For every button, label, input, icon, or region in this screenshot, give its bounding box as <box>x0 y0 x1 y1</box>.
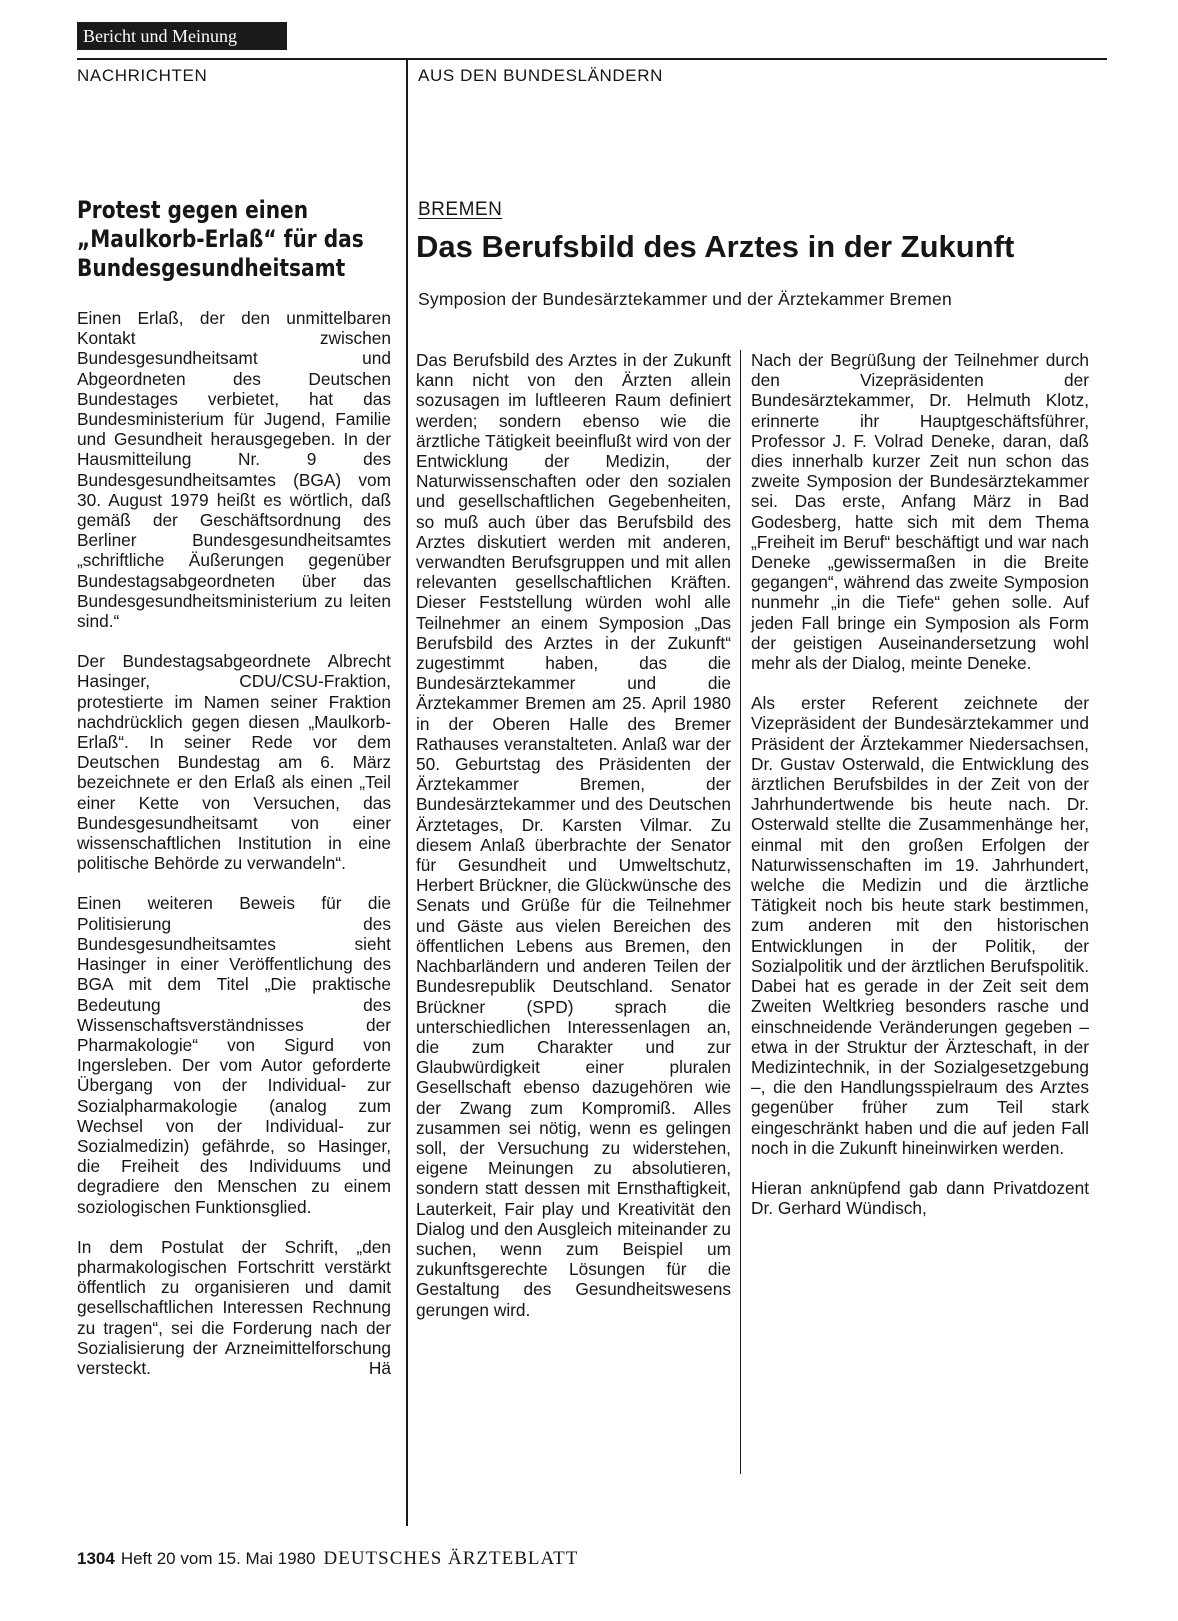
right-paragraph-1: Nach der Begrüßung der Teilnehmer durch den Vizepräsidenten der Bundesärztekammer, Dr. Helmuth Klotz, erinnerte ihr Hauptgeschäftsführer, Professor J. F. Volrad Deneke, daran, daß dies innerhalb kurzer Zeit nun schon das zweite Symposion der Bundesärztekammer sei. Das erste, Anfang März in Bad Godesberg, hatte sich mit dem Thema „Freiheit im Beruf“ beschäftigt und war nach Deneke „gewissermaßen in die Breite gegangen“, während das zweite Symposion nunmehr „in die Tiefe“ gehen solle. Auf jeden Fall bringe ein Symposion als Form der geistigen Auseinandersetzung wohl mehr als der Dialog, meinte Deneke. <box>751 350 1089 674</box>
page-number: 1304 <box>77 1549 115 1568</box>
right-article-column-2 <box>751 350 1089 1238</box>
journal-name: DEUTSCHES ÄRZTEBLATT <box>323 1548 579 1569</box>
left-paragraph-1: Einen Erlaß, der den unmittelbaren Kontakt zwischen Bundesgesundheitsamt und Abgeordneten des Deutschen Bundestages verbietet, hat das Bundesministerium für Jugend, Familie und Gesundheit herausgegeben. In der Hausmitteilung Nr. 9 des Bundesgesundheitsamtes (BGA) vom 30. August 1979 heißt es wörtlich, daß gemäß der Geschäftsordnung des Berliner Bundesgesundheitsamtes „schriftliche Äußerungen gegenüber Bundestagsabgeordneten über das Bundesgesundheitsministerium zu leiten sind.“ <box>77 308 391 632</box>
page-footer <box>77 1548 578 1570</box>
left-paragraph-4 <box>77 1237 391 1378</box>
right-article-headline: Das Berufsbild des Arztes in der Zukunft <box>416 229 1015 264</box>
left-article-headline: Protest gegen einen „Maulkorb-Erlaß“ für das Bundesgesundheitsamt <box>77 196 364 282</box>
rubric-label: Bericht und Meinung <box>77 22 287 50</box>
top-rule <box>77 58 1107 60</box>
region-label: BREMEN <box>418 199 503 220</box>
mid-paragraph-1: Das Berufsbild des Arztes in der Zukunft kann nicht von den Ärzten allein sozusagen im luftleeren Raum definiert werden; sondern ebenso wie die ärztliche Tätigkeit beeinflußt wird von der Entwicklung der Medizin, der Naturwissenschaften oder den sozialen und gesellschaftlichen Gegebenheiten, so muß auch über das Berufsbild des Arztes diskutiert werden mit anderen, verwandten Berufsgruppen und mit allen relevanten gesellschaftlichen Kräften. Dieser Feststellung würden wohl alle Teilnehmer an einem Symposion „Das Berufsbild des Arztes in der Zukunft“ zugestimmt haben, das die Bundesärztekammer und die Ärztekammer Bremen am 25. April 1980 in der Oberen Halle des Bremer Rathauses veranstalteten. Anlaß war der 50. Geburtstag des Präsidenten der Ärztekammer Bremen, der Bundesärztekammer und des Deutschen Ärztetages, Dr. Karsten Vilmar. Zu diesem Anlaß überbrachte der Senator für Gesundheit und Umweltschutz, Herbert Brückner, die Glückwünsche des Senats und Grüße für die Teilnehmer und Gäste aus vielen Bereichen des öffentlichen Lebens aus Bremen, den Nachbarländern und anderen Teilen der Bundesrepublik Deutschland. Senator Brückner (SPD) sprach die unterschiedlichen Interessenlagen an, die zum Charakter und zur Glaubwürdigkeit einer pluralen Gesellschaft ebenso dazugehören wie der Zwang zum Kompromiß. Alles zusammen sei nötig, wenn es gelingen soll, der Versuchung zu widerstehen, eigene Meinungen zu absolutieren, sondern statt dessen mit Ernsthaftigkeit, Lauterkeit, Fair play und Kreativität den Dialog und den Ausgleich miteinander zu suchen, wenn zum Beispiel um zukunftsgerechte Lösungen für die Gestaltung des Gesundheitswesens gerungen wird. <box>416 350 731 1320</box>
inner-column-divider <box>740 350 741 1474</box>
left-paragraph-3: Einen weiteren Beweis für die Politisierung des Bundesgesundheitsamtes sieht Hasinger in einer Veröffentlichung des BGA mit dem Titel „Die praktische Bedeutung des Wissenschaftsverständnisses der Pharmakologie“ von Sigurd von Ingersleben. Der vom Autor geforderte Übergang von der Individual- zur Sozialpharmakologie (analog zum Wechsel von der Individual- zur Sozialmedizin) gefährde, so Hasinger, die Freiheit des Individuums und degradiere den Menschen zu einem soziologischen Funktionsglied. <box>77 893 391 1217</box>
right-article-subtitle: Symposion der Bundesärztekammer und der Ärztekammer Bremen <box>418 289 952 309</box>
left-article-body <box>77 308 391 1398</box>
left-paragraph-4-text: In dem Postulat der Schrift, „den pharmakologischen Fortschritt verstärkt öffentlich zu organisieren und damit gesellschaftlichen Interessen Rechnung zu tragen“, sei die Forderung nach der Sozialisierung der Arzneimittelforschung versteckt. <box>77 1236 391 1378</box>
right-paragraph-3: Hieran anknüpfend gab dann Privatdozent Dr. Gerhard Wündisch, <box>751 1177 1089 1219</box>
issue-info: Heft 20 vom 15. Mai 1980 <box>120 1549 316 1568</box>
right-paragraph-2: Als erster Referent zeichnete der Vizepräsident der Bundesärztekammer und Präsident der Ärztekammer Niedersachsen, Dr. Gustav Osterwald, die Entwicklung des ärztlichen Berufsbildes in der Zeit von der Jahrhundertwende bis heute nach. Dr. Osterwald stellte die Zusammenhänge her, einmal mit den großen Erfolgen der Naturwissenschaften im 19. Jahrhundert, welche die Medizin und die ärztliche Tätigkeit noch bis heute stark bestimmen, zum anderen mit den historischen Entwicklungen in der Politik, der Sozialpolitik und der ärztlichen Berufspolitik. Dabei hat es gerade in der Zeit seit dem Zweiten Weltkrieg besonders rasche und einschneidende Veränderungen gegeben – etwa in der Struktur der Ärzteschaft, in der Medizintechnik, in der Sozialgesetzgebung –, die den Handlungsspielraum des Arztes gegenüber früher zum Teil stark eingeschränkt haben und die auf jeden Fall noch in die Zukunft hineinwirken werden. <box>751 693 1089 1158</box>
author-signature: Hä <box>368 1357 391 1378</box>
section-label-left: NACHRICHTEN <box>77 66 208 85</box>
right-article-column-1 <box>416 350 731 1340</box>
column-divider <box>406 60 408 1526</box>
left-paragraph-2: Der Bundestagsabgeordnete Albrecht Hasinger, CDU/CSU-Fraktion, protestierte im Namen seiner Fraktion nachdrücklich gegen diesen „Maulkorb-Erlaß“. In seiner Rede vor dem Deutschen Bundestag am 6. März bezeichnete er den Erlaß als einen „Teil einer Kette von Versuchen, das Bundesgesundheitsamt von einer wissenschaftlichen Institution in eine politische Behörde zu verwandeln“. <box>77 651 391 874</box>
section-label-right: AUS DEN BUNDESLÄNDERN <box>418 66 663 85</box>
